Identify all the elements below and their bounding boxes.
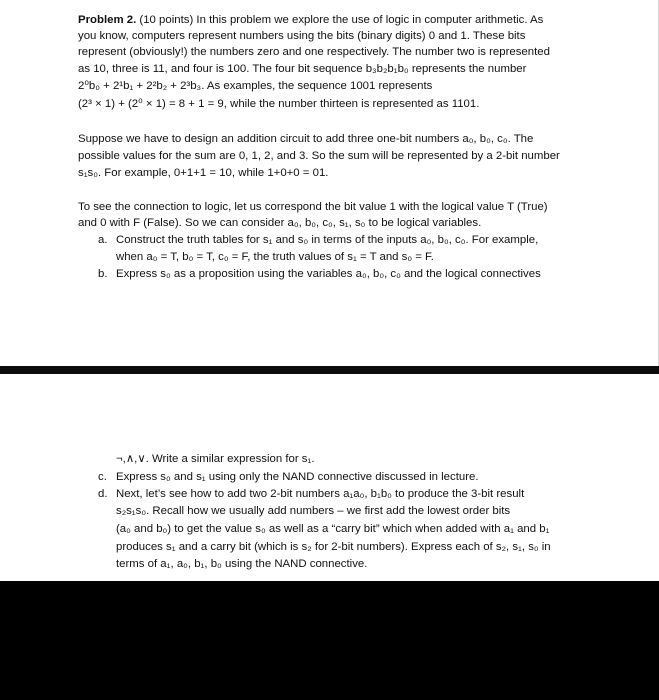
item-d-line-5: terms of a₁, a₀, b₁, b₀ using the NAND connective. — [116, 558, 368, 570]
para2-line-1: Suppose we have to design an addition circuit to add three one-bit numbers a₀, b₀, c₀. The — [78, 133, 534, 145]
item-d-label: d. — [98, 488, 108, 500]
page-separator-band — [0, 366, 659, 374]
para2-line-2: possible values for the sum are 0, 1, 2, and 3. So the sum will be represented by a 2-bit number — [78, 150, 560, 162]
para3-line-2: and 0 with F (False). So we can consider a₀, b₀, c₀, s₁, s₀ to be logical variables. — [78, 217, 482, 229]
item-d-line-3: (a₀ and b₀) to get the value s₀ as well as a “carry bit” which when added with a₁ and b₁ — [116, 523, 550, 535]
para3-line-1: To see the connection to logic, let us correspond the bit value 1 with the logical value T (True) — [78, 201, 548, 213]
problem-line-5: 2⁰b₀ + 2¹b₁ + 2²b₂ + 2³b₃. As examples, the sequence 1001 represents — [78, 80, 433, 92]
problem-line-1: Problem 2. (10 points) In this problem we explore the use of logic in computer arithmetic. As — [78, 14, 544, 26]
problem-line-2: you know, computers represent numbers using the bits (binary digits) 0 and 1. These bits — [78, 30, 526, 42]
bottom-black-band — [0, 581, 659, 700]
item-b-line-2: ¬,∧,∨. Write a similar expression for s₁. — [116, 453, 315, 465]
item-c-label: c. — [98, 471, 107, 483]
item-d-line-2: s₂s₁s₀. Recall how we usually add numbers – we first add the lowest order bits — [116, 505, 511, 517]
problem-line-4: as 10, three is 11, and four is 100. The four bit sequence b₃b₂b₁b₀ represents the number — [78, 63, 527, 75]
item-a-line-2: when a₀ = T, b₀ = T, c₀ = F, the truth values of s₁ = T and s₀ = F. — [116, 251, 434, 263]
problem-line-3: represent (obviously!) the numbers zero and one respectively. The number two is represented — [78, 46, 550, 58]
problem-heading: Problem 2. — [78, 14, 137, 26]
problem-line-6: (2³ × 1) + (2⁰ × 1) = 8 + 1 = 9, while the number thirteen is represented as 1101. — [78, 98, 480, 110]
item-b-line-1: Express s₀ as a proposition using the variables a₀, b₀, c₀ and the logical connectives — [116, 268, 541, 280]
para2-line-3: s₁s₀. For example, 0+1+1 = 10, while 1+0+0 = 01. — [78, 167, 329, 179]
problem-points: (10 points) — [136, 14, 197, 26]
item-c-line-1: Express s₀ and s₁ using only the NAND connective discussed in lecture. — [116, 471, 479, 483]
item-a-label: a. — [98, 234, 108, 246]
item-d-line-4: produces s₁ and a carry bit (which is s₂ for 2-bit numbers). Express each of s₂, s₁, s₀ in — [116, 541, 551, 553]
item-d-line-1: Next, let’s see how to add two 2-bit numbers a₁a₀, b₁b₀ to produce the 3-bit result — [116, 488, 525, 500]
item-a-line-1: Construct the truth tables for s₁ and s₀ in terms of the inputs a₀, b₀, c₀. For example, — [116, 234, 539, 246]
document-page-bottom — [0, 374, 659, 581]
item-b-label: b. — [98, 268, 108, 280]
